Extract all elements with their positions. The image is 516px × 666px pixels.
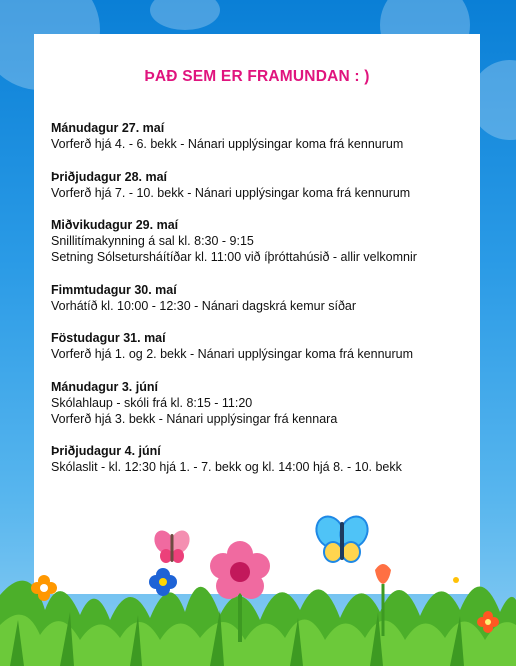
event-detail: Setning Sólsetursháítíðar kl. 11:00 við íþróttahúsið - allir velkomnir: [51, 250, 417, 264]
page-title: ÞAÐ SEM ER FRAMUNDAN : ): [144, 68, 370, 85]
meadow-illustration: [0, 500, 516, 666]
event-detail: Vorferð hjá 4. - 6. bekk - Nánari upplýsingar koma frá kennurum: [51, 137, 404, 151]
event-detail: Skólahlaup - skóli frá kl. 8:15 - 11:20: [51, 395, 253, 410]
event-detail: Skólaslit - kl. 12:30 hjá 1. - 7. bekk og kl. 14:00 hjá 8. - 10. bekk: [51, 460, 402, 474]
event-day: Miðvikudagur 29. maí: [51, 218, 179, 232]
event-day: Þriðjudagur 28. maí: [51, 169, 168, 184]
butterfly-icon: [311, 512, 372, 562]
flower-icon: [149, 568, 177, 596]
event-detail: Vorhátíð kl. 10:00 - 12:30 - Nánari dagskrá kemur síðar: [51, 298, 357, 313]
event-day: Föstudagur 31. maí: [51, 331, 166, 345]
event-detail: Vorferð hjá 1. og 2. bekk - Nánari upplýsingar koma frá kennurum: [51, 347, 413, 361]
event-item: [51, 379, 470, 427]
event-item: [51, 120, 470, 152]
event-day: Mánudagur 27. maí: [51, 121, 165, 135]
event-detail: Vorferð hjá 7. - 10. bekk - Nánari upplýsingar koma frá kennurum: [51, 185, 411, 200]
event-list: [51, 120, 470, 492]
flower-icon: [445, 569, 468, 592]
bokeh-circle: [150, 0, 220, 30]
event-item: [51, 169, 470, 201]
event-item: [51, 217, 470, 265]
event-detail: Snillitímakynning á sal kl. 8:30 - 9:15: [51, 234, 254, 248]
event-day: Mánudagur 3. júní: [51, 379, 158, 394]
event-day: Fimmtudagur 30. maí: [51, 282, 177, 297]
event-item: [51, 330, 470, 362]
event-detail: Vorferð hjá 3. bekk - Nánari upplýsingar frá kennara: [51, 411, 338, 426]
event-item: [51, 443, 470, 475]
event-item: [51, 282, 470, 314]
event-day: Þriðjudagur 4. júní: [51, 444, 161, 458]
butterfly-icon: [151, 527, 193, 563]
